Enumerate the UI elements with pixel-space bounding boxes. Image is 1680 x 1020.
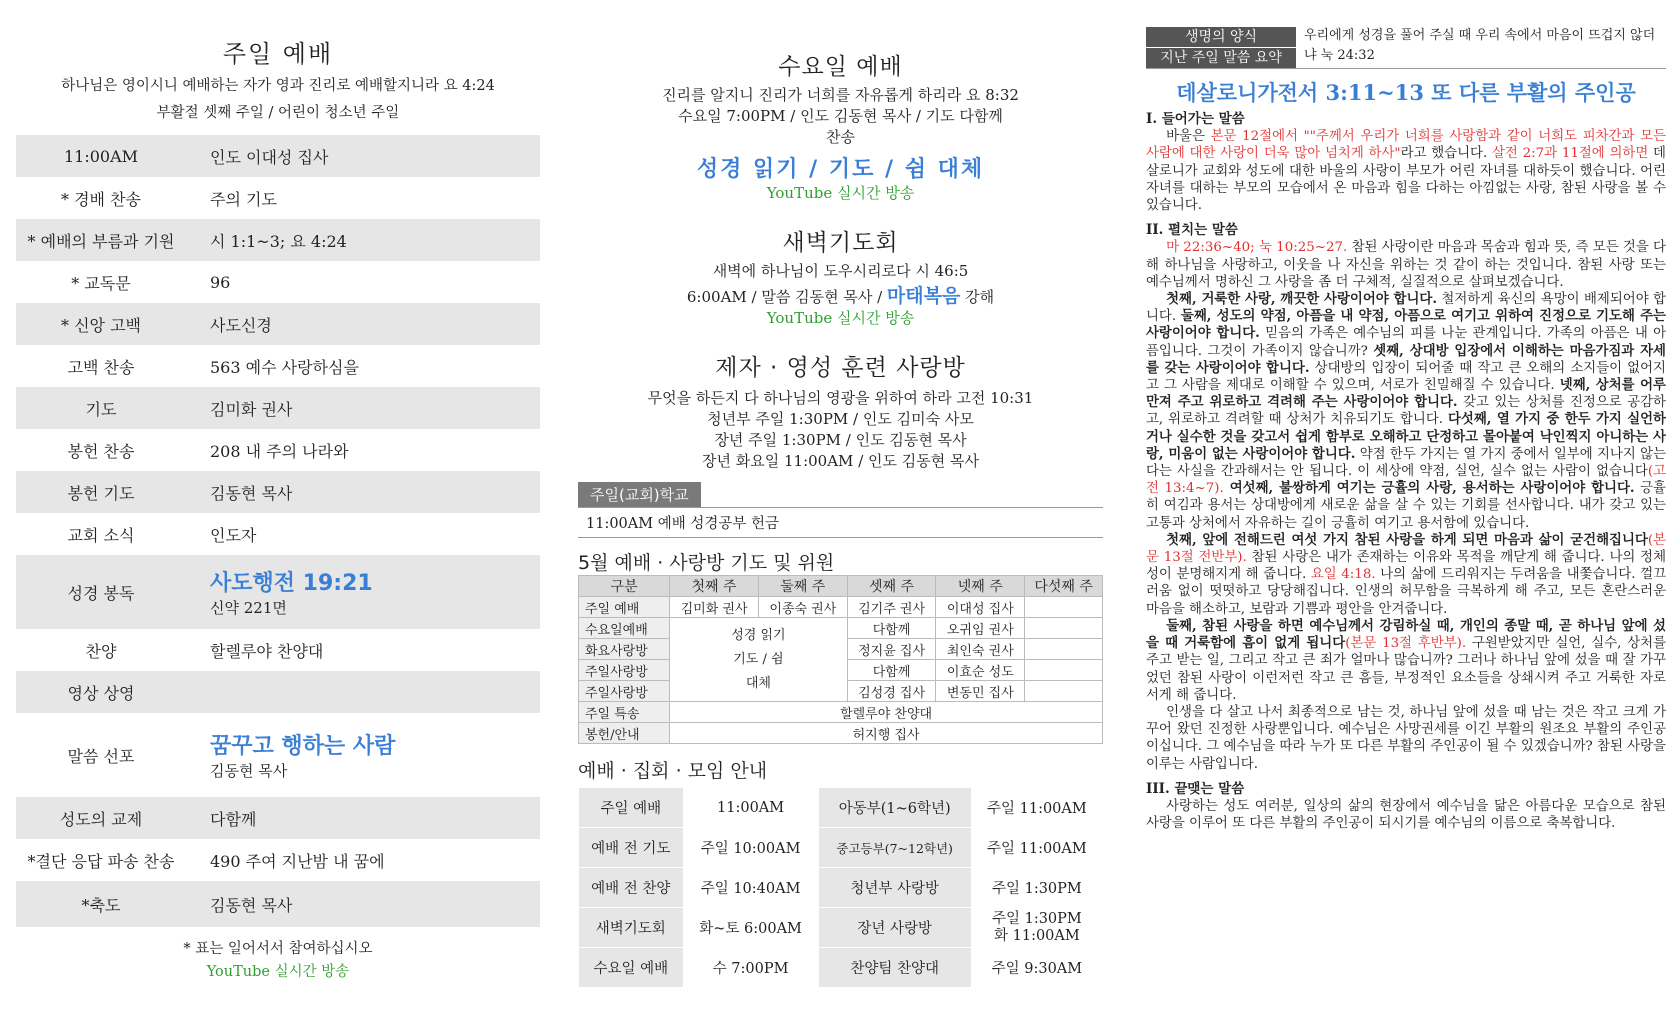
scripture-ref: (고전 13:4~7).: [1146, 464, 1666, 497]
info-cell: 주일 1:30PM 화 11:00AM: [971, 908, 1102, 948]
order-value: 96: [210, 272, 231, 292]
order-row: [16, 303, 540, 345]
order-row: [16, 839, 540, 881]
duty-cell: 김기주 권사: [847, 597, 936, 618]
order-row: [16, 429, 540, 471]
info-cell: 11:00AM: [683, 788, 818, 828]
order-value: [186, 671, 540, 713]
dawn-prayer-title: 새벽기도회: [782, 230, 899, 256]
duty-cell: [1025, 639, 1103, 660]
duty-label: 주일사랑방: [579, 660, 670, 681]
order-value: 563 예수 사랑하심을: [210, 357, 359, 377]
info-cell: 주일 11:00AM: [971, 828, 1102, 868]
point-heading: 여섯째, 불쌍하게 여기는 긍휼의 사랑, 용서하는 사랑이어야 합니다.: [1223, 480, 1635, 497]
duty-merged-line: 대체: [745, 675, 771, 691]
order-key: * 교독문: [71, 273, 131, 293]
text-span: 상대방의 입장이 되어줄 때 작고 큰 오해의 소지들이 없어지고 그 사람을 제대로 이해할 수 있으며, 서로가 친밀해질 수 있습니다.: [1146, 360, 1666, 394]
order-key: * 신앙 고백: [16, 303, 186, 345]
order-key: 11:00AM: [16, 135, 186, 177]
wednesday-title: 수요일 예배: [778, 54, 903, 80]
info-cell: 주일 9:30AM: [971, 948, 1102, 988]
duty-header: 넷째 주: [936, 576, 1025, 597]
info-row: [579, 868, 1103, 908]
order-value: 시 1:1~3; 요 4:24: [186, 219, 540, 261]
sunday-school-label: 주일(교회)학교: [578, 482, 701, 507]
point-heading: 둘째, 성도의 약점, 아픔을 내 약점, 아픔으로 여기고 위하여 진정으로 기도해 주는 사랑이어야 합니다.: [1146, 308, 1666, 342]
standing-note: * 표는 일어서서 참여하십시오: [183, 941, 373, 957]
order-key: 봉헌 찬송: [67, 441, 135, 461]
section-heading: I. 들어가는 말씀: [1146, 111, 1245, 127]
duty-merged-line: 성경 읽기: [731, 627, 786, 643]
discipleship-line: 청년부 주일 1:30PM / 인도 김미숙 사모: [707, 410, 974, 428]
point-heading: 둘째, 참된 사랑을 하면 예수님께서 강림하실 때, 개인의 종말 때, 곧 하나님 앞에 섰을 때 거룩함에 흠이 없게 됩니다: [1146, 617, 1666, 652]
order-key: 찬양: [85, 641, 117, 661]
wednesday-info: 수요일 7:00PM / 인도 김동현 목사 / 기도 다함께: [678, 107, 1003, 125]
discipleship-title: 제자 · 영성 훈련 사랑방: [715, 355, 966, 381]
weekday-column: [578, 0, 1103, 988]
duty-header: 셋째 주: [847, 576, 936, 597]
worship-order-table: [16, 135, 540, 927]
sermon-preacher: 김동현 목사: [210, 762, 288, 780]
duty-label: 주일 특송: [579, 702, 670, 723]
dawn-info-tail: 강해: [960, 288, 995, 306]
scripture-ref: 살전 2:7과 11절에 의하면: [1491, 146, 1649, 162]
sunday-worship-subtitle: 부활절 셋째 주일 / 어린이 청소년 주일: [156, 105, 400, 121]
text-span: 데살로니가 교회와 성도에 대한 바울의 사랑이 부모가 어린 자녀를 대하듯이 했습니다. 어린 자녀를 대하는 부모의 모습에서 온 마음과 힘을 다하는 아낌없는 사랑, 참된 사랑을 볼 수 있습니다.: [1146, 146, 1666, 214]
paragraph: [1146, 239, 1666, 291]
duty-cell: [1025, 660, 1103, 681]
discipleship-line: 장년 화요일 11:00AM / 인도 김동현 목사: [702, 452, 979, 470]
duty-cell: 이대성 집사: [936, 597, 1025, 618]
order-row: [16, 261, 540, 303]
order-row: [16, 135, 540, 177]
section-heading: II. 펼치는 말씀: [1146, 222, 1238, 239]
info-cell: 화~토 6:00AM: [683, 908, 818, 948]
may-duty-title: 5월 예배 · 사랑방 기도 및 위원: [578, 552, 835, 574]
order-row: [16, 629, 540, 671]
order-value: 김미화 권사: [186, 387, 540, 429]
duty-cell: 변동민 집사: [936, 681, 1025, 702]
duty-header: 구분: [579, 576, 670, 597]
reading-page: 신약 221면: [210, 599, 287, 617]
youtube-live-note: YouTube 실시간 방송: [206, 964, 350, 980]
order-key: 기도: [16, 387, 186, 429]
point-heading: 셋째, 상대방 입장에서 이해하는 마음가짐과 자세를 갖는 사랑이어야 합니다.: [1146, 342, 1666, 376]
point-heading: 첫째, 거룩한 사랑, 깨끗한 사랑이어야 합니다.: [1166, 291, 1437, 308]
scripture-ref: 본문 12절에서 ""주께서 우리가 너희를 사랑함과 같이 너희도 피차간과 모든 사람에 대한 사랑이 더욱 많아 넘치게 하사": [1146, 129, 1666, 162]
sermon-title: 꿈꾸고 행하는 사람: [210, 734, 396, 759]
duty-cell: 김성경 집사: [847, 681, 936, 702]
order-row: [16, 881, 540, 927]
point-heading: 넷째, 상처를 어루만져 주고 위로하고 격려해 주는 사랑이어야 합니다.: [1146, 377, 1666, 411]
text-span: 믿음의 가족은 예수님의 피를 나눈 관계입니다. 가족의 아픔은 내 아픔입니다. 그것이 가족이지 않습니까?: [1146, 326, 1667, 359]
order-key: *축도: [16, 881, 186, 927]
dawn-book: 마태복음: [886, 285, 961, 307]
sunday-school-block: [578, 482, 1103, 538]
order-row: [16, 513, 540, 555]
wednesday-verse: 진리를 알지니 진리가 너희를 자유롭게 하리라 요 8:32: [662, 86, 1019, 104]
sunday-worship-verse: 하나님은 영이시니 예배하는 자가 영과 진리로 예배할지니라 요 4:24: [61, 78, 495, 94]
may-duty-table: [578, 575, 1103, 744]
sermon-summary-header: [1146, 26, 1666, 69]
duty-label: 수요일예배: [579, 618, 670, 639]
duty-cell: 다함께: [847, 660, 936, 681]
info-row: [579, 948, 1103, 988]
order-value: 주의 기도: [210, 189, 277, 209]
paragraph: [1146, 618, 1666, 704]
text-span: 라고 했습니다.: [1400, 146, 1492, 162]
order-key: 성도의 교제: [16, 797, 186, 839]
order-row: [16, 671, 540, 713]
info-cell: 주일 10:40AM: [683, 868, 818, 908]
order-row-reading: [16, 555, 540, 629]
info-cell: 주일 예배: [579, 788, 684, 828]
duty-merged-line: 기도 / 쉼: [733, 651, 784, 667]
header-verse: 우리에게 성경을 풀어 주실 때 우리 속에서 마음이 뜨겁지 않더냐 눅 24:32: [1304, 28, 1656, 63]
duty-cell: 김미화 권사: [670, 597, 759, 618]
text-span: 참된 사랑이란 마음과 목숨과 힘과 뜻, 즉 모든 것을 다해 하나님을 사랑하고, 이웃을 나 자신을 위하는 것 같이 하는 것입니다. 참된 사랑 또는 예수님께서 명하신 그 사랑을 좀 더 구체적, 실질적으로 살펴보겠습니다.: [1146, 240, 1666, 290]
info-cell: 주일 10:00AM: [683, 828, 818, 868]
duty-label: 화요사랑방: [579, 639, 670, 660]
duty-cell: [1025, 681, 1103, 702]
scripture-ref: 요일 4:18.: [1310, 567, 1376, 583]
duty-cell: [1025, 597, 1103, 618]
duty-header: 둘째 주: [758, 576, 847, 597]
duty-merged-cell: [670, 618, 848, 702]
paragraph: [1146, 128, 1666, 214]
info-row: [579, 828, 1103, 868]
text-span: 바울은: [1166, 129, 1211, 145]
paragraph: 사랑하는 성도 여러분, 일상의 삶의 현장에서 예수님을 닮은 아름다운 모습으로 참된 사랑을 이루어 또 다른 부활의 주인공이 되시기를 예수님의 이름으로 축복합니다.: [1146, 798, 1666, 832]
sermon-summary-title: 데살로니가전서 3:11~13 또 다른 부활의 주인공: [1176, 80, 1636, 105]
text-span: 구원받았지만 실언, 실수, 상처를 주고 받는 일, 그리고 작고 큰 죄가 얼마나 많습니까? 그러나 하나님 앞에 섰을 때 잘 가꾸었던 참된 사랑이 이런저런 작고 큰 흠들, 부정적인 요소들을 상쇄시켜 주고 거룩한 자로 서게 해 줍니다.: [1146, 636, 1667, 703]
duty-cell: 이효순 성도: [936, 660, 1025, 681]
duty-cell: 정지윤 집사: [847, 639, 936, 660]
order-row: [16, 797, 540, 839]
order-row: [16, 345, 540, 387]
bread-of-life-label: 생명의 양식: [1146, 27, 1296, 47]
order-value: 490 주여 지난밤 내 꿈에: [210, 851, 385, 871]
order-value: 할렐루야 찬양대: [210, 641, 324, 661]
order-key: 교회 소식: [67, 525, 135, 545]
meeting-info-table: [578, 787, 1103, 988]
last-sermon-label: 지난 주일 말씀 요약: [1146, 48, 1296, 68]
duty-cell: 최인숙 권사: [936, 639, 1025, 660]
order-key: * 경배 찬송: [61, 189, 141, 209]
sunday-worship-title: 주일 예배: [222, 40, 334, 68]
sunday-school-line: 11:00AM 예배 성경공부 헌금: [586, 516, 779, 532]
info-cell: 수요일 예배: [579, 948, 684, 988]
order-value: 인도자: [210, 525, 257, 545]
info-cell: 예배 전 기도: [579, 828, 684, 868]
duty-label: 봉헌/안내: [579, 723, 670, 744]
info-cell: 주일 11:00AM: [971, 788, 1102, 828]
scripture-ref: 마 22:36~40; 눅 10:25~27.: [1166, 240, 1348, 256]
text-span: 긍휼히 여김과 용서는 상대방에게 새로운 삶을 살 수 있는 기회를 선사합니다. 내가 갖고 있는 고통과 상처에서 자유하는 길이 긍휼히 여기고 용서함에 있습니다.: [1146, 481, 1666, 531]
sunday-worship-column: [16, 0, 540, 981]
sermon-summary-body: [1146, 111, 1666, 832]
info-cell: 중고등부(7~12학년): [818, 828, 971, 868]
discipleship-line: 장년 주일 1:30PM / 인도 김동현 목사: [714, 431, 967, 449]
order-key: * 예배의 부름과 기원: [16, 219, 186, 261]
discipleship-verse: 무엇을 하든지 다 하나님의 영광을 위하여 하라 고전 10:31: [647, 389, 1034, 407]
duty-cell: 오귀임 권사: [936, 618, 1025, 639]
text-span: 약점 한두 가지는 열 가지 중에서 일부에 지나지 않는다는 사실을 간과해서는 안 됩니다. 이 세상에 약점, 실언, 실수 없는 사람이 없습니다: [1146, 446, 1666, 480]
order-value: 다함께: [186, 797, 540, 839]
info-cell: 청년부 사랑방: [818, 868, 971, 908]
meeting-info-title: 예배 · 집회 · 모임 안내: [578, 760, 768, 782]
scripture-ref: (본문 13절 전반부).: [1146, 532, 1666, 566]
order-value: 208 내 주의 나라와: [210, 441, 349, 461]
duty-cell: 허지행 집사: [670, 723, 1103, 744]
duty-header: 다섯째 주: [1025, 576, 1103, 597]
dawn-youtube: YouTube 실시간 방송: [766, 309, 915, 327]
dawn-verse: 새벽에 하나님이 도우시리로다 시 46:5: [712, 262, 969, 280]
order-row: [16, 177, 540, 219]
duty-cell: 이종숙 권사: [758, 597, 847, 618]
order-value: 인도 이대성 집사: [186, 135, 540, 177]
info-cell: 찬양팀 찬양대: [818, 948, 971, 988]
order-row: [16, 387, 540, 429]
wednesday-info-2: 찬송: [826, 128, 855, 146]
order-value: 김동현 목사: [186, 471, 540, 513]
info-row: [579, 908, 1103, 948]
wednesday-youtube: YouTube 실시간 방송: [766, 184, 915, 202]
info-cell: 새벽기도회: [579, 908, 684, 948]
section-heading: III. 끝맺는 말씀: [1146, 780, 1245, 797]
duty-row: [579, 702, 1103, 723]
info-cell: 예배 전 찬양: [579, 868, 684, 908]
wednesday-program: 성경 읽기 / 기도 / 쉼 대체: [696, 157, 985, 182]
sermon-summary-column: [1146, 0, 1666, 832]
order-key: 영상 상영: [16, 671, 186, 713]
duty-cell: 할렐루야 찬양대: [670, 702, 1103, 723]
order-key: 고백 찬송: [67, 357, 135, 377]
text-span: 갖고 있는 상처를 진정으로 공감하고, 위로하고 격려할 때 상처가 치유되기도 합니다.: [1146, 395, 1666, 428]
paragraph: 인생을 다 살고 나서 최종적으로 남는 것, 하나님 앞에 섰을 때 남는 것은 작고 크게 가꾸어 왔던 진정한 사랑뿐입니다. 예수님은 사망권세를 이긴 부활의 원조요 부활의 주인공이십니다. 그 예수님을 따라 누가 또 다른 부활의 주인공이 될 수 있겠습니까? 참된 사랑을 이루는 사람입니다.: [1146, 704, 1666, 772]
paragraph: [1146, 291, 1666, 532]
reading-passage: 사도행전 19:21: [210, 571, 373, 596]
duty-cell: 다함께: [847, 618, 936, 639]
order-key: 봉헌 기도: [16, 471, 186, 513]
duty-cell: [1025, 618, 1103, 639]
order-value: 사도신경: [186, 303, 540, 345]
duty-row: [579, 618, 1103, 639]
order-row: [16, 219, 540, 261]
text-span: 나의 삶에 드리워지는 두려움을 내쫓습니다. 껄끄러움 없이 떳떳하고 당당해집니다. 인생의 허무함을 극복하게 해 주고, 모든 혼란스러운 마음을 해소하고, 보람과 기쁨과 평안을 안겨줍니다.: [1146, 567, 1666, 617]
order-key: *결단 응답 파송 찬송: [27, 851, 175, 871]
order-value: 김동현 목사: [186, 881, 540, 927]
duty-row: [579, 597, 1103, 618]
point-heading: 첫째, 앞에 전해드린 여섯 가지 참된 사랑을 하게 되면 마음과 삶이 굳건해집니다: [1166, 531, 1648, 548]
info-cell: 아동부(1~6학년): [818, 788, 971, 828]
text-span: 참된 사랑은 내가 존재하는 이유와 목적을 깨닫게 해 줍니다. 나의 정체성이 분명해지게 해 줍니다.: [1146, 550, 1666, 583]
scripture-ref: (본문 13절 후반부).: [1345, 636, 1467, 652]
info-cell: 주일 1:30PM: [971, 868, 1102, 908]
text-span: 철저하게 육신의 욕망이 배제되어야 합니다.: [1146, 292, 1666, 325]
duty-header: 첫째 주: [670, 576, 759, 597]
info-cell: 수 7:00PM: [683, 948, 818, 988]
paragraph: [1146, 532, 1666, 618]
order-key: 성경 봉독: [16, 555, 186, 629]
point-heading: 다섯째, 열 가지 중 한두 가지 실언하거나 실수한 것을 갖고서 쉽게 함부로 오해하고 단정하고 몰아붙여 낙인찍지 아니하는 사랑, 미움이 없는 사랑이어야 합니다.: [1146, 411, 1666, 462]
order-row: [16, 471, 540, 513]
dawn-info: 6:00AM / 말씀 김동현 목사 /: [686, 288, 887, 306]
order-row-sermon: [16, 713, 540, 797]
info-row: [579, 788, 1103, 828]
duty-label: 주일 예배: [579, 597, 670, 618]
duty-row: [579, 723, 1103, 744]
duty-label: 주일사랑방: [579, 681, 670, 702]
order-key: 말씀 선포: [67, 746, 135, 766]
info-cell: 장년 사랑방: [818, 908, 971, 948]
